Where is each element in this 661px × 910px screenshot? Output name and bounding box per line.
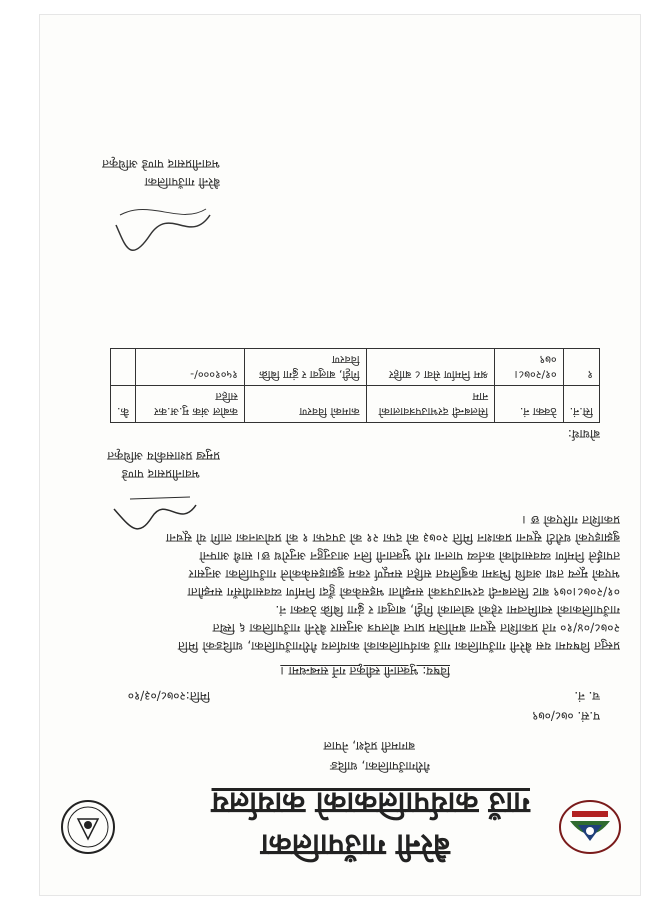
body-line: २०७८/०४/१० गते प्रकाशित सूचना बमोजिम प्राप्त बोलपत्र अनुसार बैरेनी गाउँपालिका ६ स्थित [212, 621, 620, 635]
signatory-designation: प्रमुख प्रशासकीय अधिकृत [107, 449, 220, 463]
table-header: कबोल अंक मु.अ.कर सहित [136, 386, 245, 423]
office-name: गाउँ कार्यपालिकाको कार्यालय [211, 785, 530, 820]
table-cell [111, 349, 136, 386]
letter-subject: विषय: भुक्तानी स्वीकृत गर्ने सम्बन्धमा । [280, 664, 450, 678]
table-header: कै. [111, 386, 136, 423]
bottom-signature-line-2: भवानीप्रसाद पाण्डे अधिकृत [102, 157, 220, 171]
bottom-stamp-signature-icon [110, 195, 220, 255]
address-line-2: बागमती प्रदेश, नेपाल [323, 739, 415, 753]
contract-table [110, 348, 600, 423]
table-cell: गिट्टी, बालुवा र ढुंगा बिक्रि विवरण [244, 349, 366, 386]
table-cell: ०१/२०७८।०७९ [495, 349, 564, 386]
table-header-row [111, 386, 600, 423]
table-header: सिलबन्दी दरभाउपत्रवालाको नाम [366, 386, 494, 423]
bodartha-label: बोधार्थ: [567, 427, 600, 441]
page-title: बैरेनी गाउँपालिका [260, 827, 450, 862]
body-line: ०१/२०७८।०७९ बाट सिलबन्दी दरभाउपत्रको सम्झौता भइसकेको हुँदा निर्माण व्यवसायीसँग सम्झौता [187, 585, 620, 599]
municipality-seal-icon [56, 799, 120, 855]
chalani-number: च. नं. [574, 689, 600, 703]
table-cell: १ [563, 349, 599, 386]
table-cell: १५०१०००/- [136, 349, 245, 386]
table-row [111, 349, 600, 386]
rotated-content [40, 15, 640, 895]
table-header: ठेक्का नं. [495, 386, 564, 423]
table-cell: श्रम निर्माण सेवा ८ बाहिर [366, 349, 494, 386]
letter-date: मिति:२०७८/०३/१० [127, 689, 210, 703]
bottom-signature-line-1: बैरेनी गाउँपालिका [144, 175, 220, 189]
body-line: बुझाइएको धरौटी सूचना प्रकाशन मिति २०७३ को दफा २१ को उपदफा १ को प्रयोजनका लागि यो सूचना [165, 531, 620, 545]
table-header: सि.नं. [563, 386, 599, 423]
address-line-1: गैरीगाउँपालिका, धादिङ [330, 759, 430, 773]
table-header: कामको विवरण [244, 386, 366, 423]
body-line: गाउँपालिकाको स्वामित्वमा रहेको खोलाको गिट्टी, बालुवा र ढुंगा बिक्रि ठेक्का नं. [275, 603, 620, 617]
body-line: प्रकाशित गरिएको छ । [522, 513, 620, 527]
body-line: तपाईंले निर्माण व्यवसायीको कर्तव्य पालना गरी भुक्तानी लिन आउनुहुन अनुरोध छ। साथै आफ्नो [199, 549, 620, 563]
nepal-emblem-icon [558, 799, 622, 855]
body-line: भएको मूल्य तथा अवधि भित्रमा कबुलियत सहित सम्पूर्ण रकम बुझाइसकेकोले गाउँपालिका अनुसार [188, 567, 620, 581]
signatory-name: भवानीप्रसाद पाण्डे [121, 467, 200, 481]
handwritten-signature-icon [110, 489, 200, 535]
body-line: प्रस्तुत विषयमा यस बैरेनी गाउँपालिका गाउँ कार्यपालिकाको कार्यालय गैरीगाउँपालिका, धादिङको मिति [177, 639, 620, 653]
document-page [40, 15, 640, 895]
patra-sankhya: प.सं. ०७८/०७९ [532, 709, 600, 723]
